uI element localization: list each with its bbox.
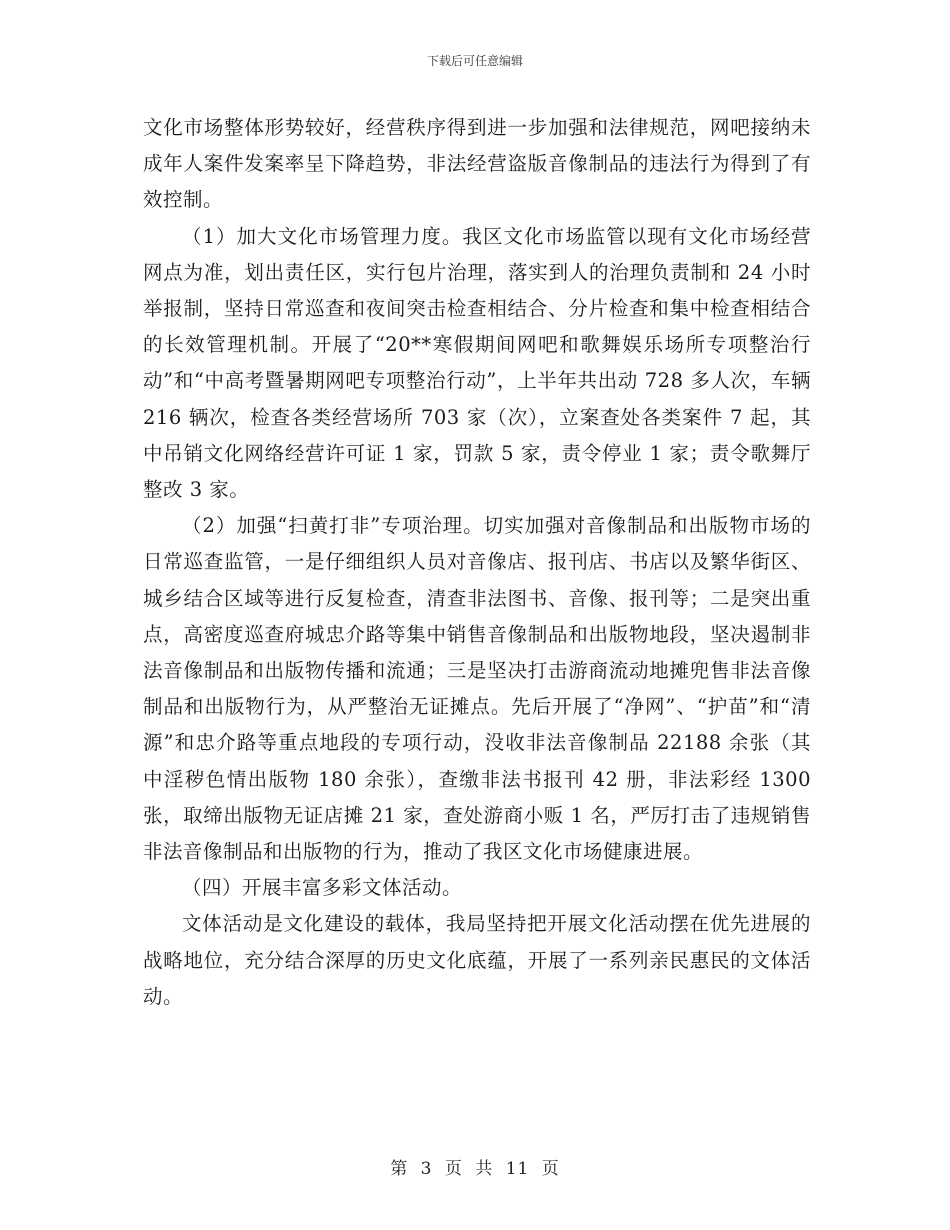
paragraph-cultural-activities: 文体活动是文化建设的载体，我局坚持把开展文化活动摆在优先进展的战略地位，充分结合深厚的历史文化底蕴，开展了一系列亲民惠民的文体活动。: [143, 912, 811, 1008]
paragraph-anti-piracy: （2）加强“扫黄打非”专项治理。切实加强对音像制品和出版物市场的日常巡查监管，一是仔细组织人员对音像店、报刊店、书店以及繁华街区、城乡结合区域等进行反复检查，清查非法图书、音像、报刊等；二是突出重点，高密度巡查府城忠介路等集中销售音像制品和出版物地段，坚决遏制非法音像制品和出版物传播和流通；三是坚决打击游商流动地摊兜售非法音像制品和出版物行为，从严整治无证摊点。先后开展了“净网”、“护苗”和“清源”和忠介路等重点地段的专项行动，没收非法音像制品 22188 余张（其中淫秽色情出版物 180 余张），查缴非法书报刊 42 册，非法彩经 1300 张，取缔出版物无证店摊 21 家，查处游商小贩 1 名，严厉打击了违规销售非法音像制品和出版物的行为，推动了我区文化市场健康进展。: [143, 514, 811, 864]
page-number: 第 3 页 共 11 页: [390, 1159, 560, 1179]
paragraph-market-management: （1）加大文化市场管理力度。我区文化市场监管以现有文化市场经营网点为准，划出责任区，实行包片治理，落实到人的治理负责制和 24 小时举报制，坚持日常巡查和夜间突击检查相结合、分片检查和集中检查相结合的长效管理机制。开展了“20**寒假期间网吧和歌舞娱乐场所专项整治行动”和“中高考暨暑期网吧专项整治行动”，上半年共出动 728 多人次，车辆 216 辆次，检查各类经营场所 703 家（次），立案查处各类案件 7 起，其中吊销文化网络经营许可证 1 家，罚款 5 家，责令停业 1 家；责令歌舞厅整改 3 家。: [143, 224, 811, 502]
paragraph-market-overview: 文化市场整体形势较好，经营秩序得到进一步加强和法律规范，网吧接纳未成年人案件发案率呈下降趋势，非法经营盗版音像制品的违法行为得到了有效控制。: [143, 116, 811, 212]
document-body: [143, 110, 811, 1015]
page-header-note: 下载后可任意编辑: [426, 54, 523, 68]
section-heading-cultural-activities: （四）开展丰富多彩文体活动。: [182, 876, 463, 900]
